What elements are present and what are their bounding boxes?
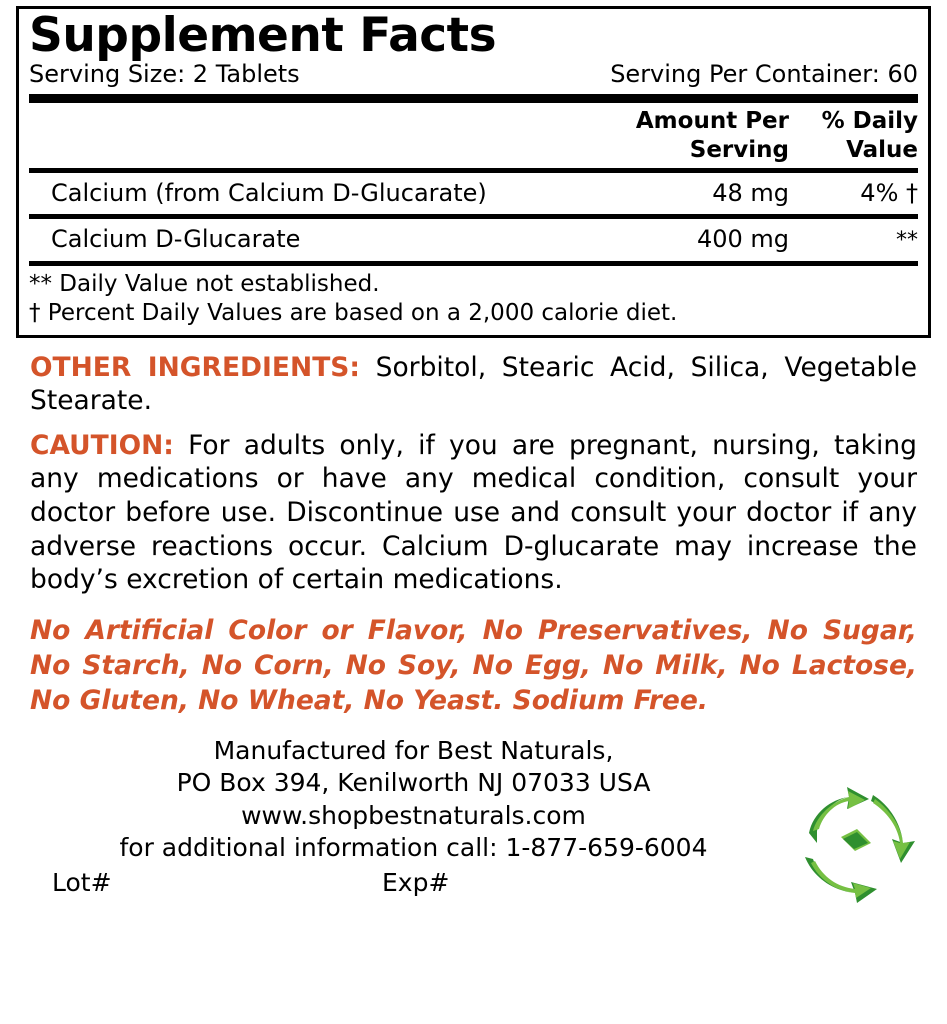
lot-number-label: Lot# <box>52 867 112 897</box>
caution-label: CAUTION: <box>30 429 174 461</box>
column-header-amount-line2: Serving <box>689 136 789 163</box>
nutrient-name: Calcium (from Calcium D-Glucarate) <box>51 179 487 208</box>
table-row <box>29 173 918 214</box>
other-ingredients-paragraph <box>30 351 917 418</box>
other-ingredients-text: Sorbitol, Stearic Acid, Silica, Vegetable Stearate. <box>30 351 917 417</box>
expiry-label: Exp# <box>382 867 450 897</box>
supplement-facts-title: Supplement Facts <box>29 8 497 63</box>
nutrient-amount: 48 mg <box>712 179 789 208</box>
recycle-icon <box>797 785 917 905</box>
manufacturer-footer <box>12 735 935 900</box>
supplement-facts-panel <box>16 6 931 338</box>
footer-manufacturer: Manufactured for Best Naturals, <box>213 735 614 765</box>
free-from-claims: No Artificial Color or Flavor, No Preservatives, No Sugar, No Starch, No Corn, No Soy, No Egg, No Milk, No Lactose, No Gluten, No Wheat, No Yeast. Sodium Free. <box>30 614 917 717</box>
label-body-text <box>12 351 935 719</box>
footer-address: PO Box 394, Kenilworth NJ 07033 USA <box>176 768 651 798</box>
column-header-daily-value <box>793 107 918 165</box>
footnote-daily-value-not-established: ** Daily Value not established. <box>29 270 380 297</box>
column-headers <box>29 103 918 169</box>
caution-paragraph <box>30 429 917 597</box>
column-header-amount <box>619 107 793 165</box>
nutrient-amount: 400 mg <box>696 225 789 254</box>
footer-address-block <box>30 735 917 865</box>
servings-per-container: Serving Per Container: 60 <box>610 60 918 89</box>
column-header-dv-line1: % Daily <box>821 107 918 134</box>
table-row <box>29 219 918 260</box>
caution-text: For adults only, if you are pregnant, nursing, taking any medications or have any medical condition, consult your doctor before use. Discontinue use and consult your doctor if any adverse reactions occur. Calcium D-glucarate may increase the body’s excretion of certain medications. <box>30 429 917 596</box>
divider-thick-top <box>29 94 918 103</box>
footnotes <box>29 266 918 331</box>
lot-exp-row <box>30 867 917 900</box>
nutrient-daily-value: 4% † <box>860 179 918 208</box>
footnote-percent-daily-values: † Percent Daily Values are based on a 2,000 calorie diet. <box>29 300 678 327</box>
column-header-amount-line1: Amount Per <box>635 107 789 134</box>
other-ingredients-label: OTHER INGREDIENTS: <box>30 351 360 383</box>
column-header-dv-line2: Value <box>846 136 918 163</box>
serving-info-row <box>29 61 918 91</box>
nutrient-name: Calcium D-Glucarate <box>51 225 301 254</box>
nutrient-daily-value: ** <box>896 228 918 254</box>
footer-phone: for additional information call: 1-877-659-6004 <box>119 833 708 863</box>
footer-website: www.shopbestnaturals.com <box>241 800 586 830</box>
serving-size: Serving Size: 2 Tablets <box>29 60 300 89</box>
